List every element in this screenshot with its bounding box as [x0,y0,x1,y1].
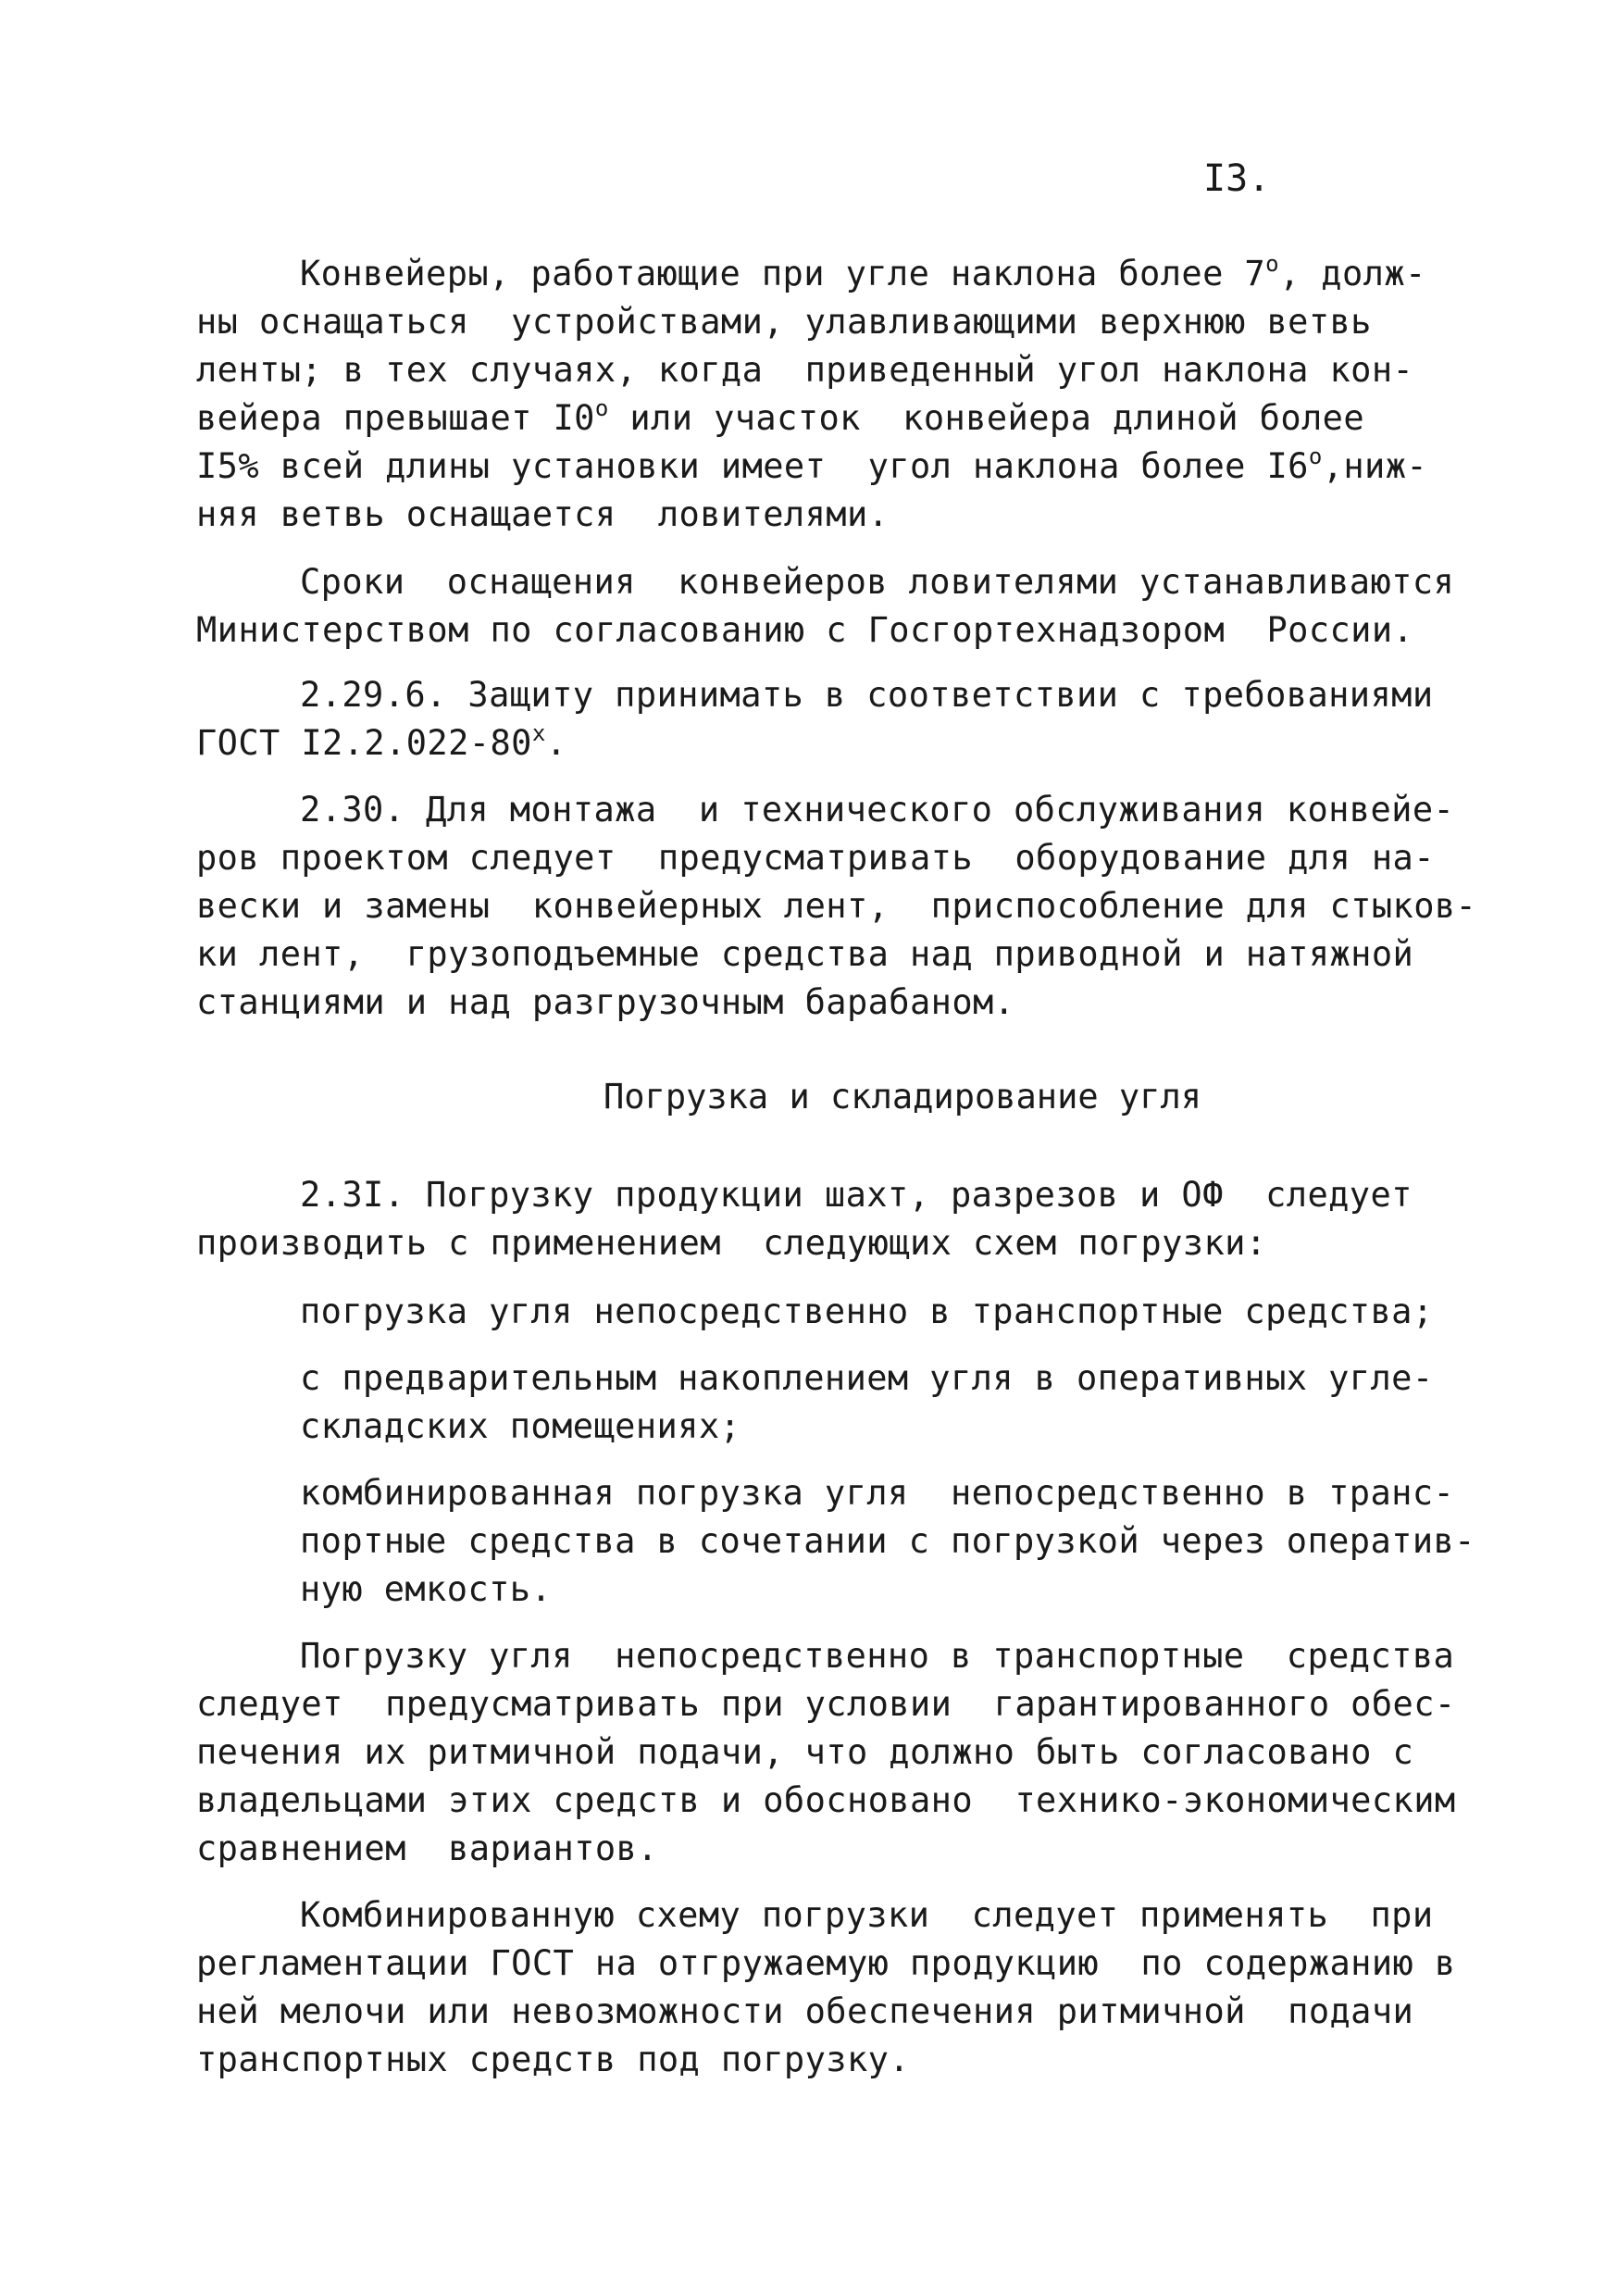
text-line: ней мелочи или невозможности обеспечения ритмичной подачи [196,1991,1414,2031]
text-line: ную емкость. [300,1569,553,1609]
text-line: ленты; в тех случаях, когда приведенный угол наклона кон- [196,350,1414,390]
text-line: Комбинированную схему погрузки следует применять при [300,1895,1434,1935]
text-line: вески и замены конвейерных лент, приспособление для стыков- [196,886,1477,926]
text-line: ны оснащаться устройствами, улавливающими верхнюю ветвь [196,302,1372,342]
text-line: регламентации ГОСТ на отгружаемую продукцию по содержанию в [196,1943,1456,1983]
text-line: Погрузку угля непосредственно в транспортные средства [300,1636,1455,1676]
text-line: сравнением вариантов. [196,1828,658,1868]
text-line: складских помещениях; [300,1406,741,1446]
section-heading: Погрузка и складирование угля [604,1077,1202,1117]
text-line: ГОСТ $I2.2.022-80^х$. [196,720,567,763]
text-line: Сроки оснащения конвейеров ловителями устанавливаются [300,562,1455,602]
text-line: I5% всей длины установки имеет угол наклона более $I6^о,ниж-$ [196,443,1428,486]
text-line: владельцами этих средств и обосновано технико-экономическим [196,1780,1456,1820]
text-line: Министерством по согласованию с Госгортехнадзором России. [196,610,1414,650]
text-line: печения их ритмичной подачи, что должно быть согласовано с [196,1732,1414,1772]
page-number: I3. [1203,157,1271,200]
text-line: 2.30. Для монтажа и технического обслуживания конвейе- [300,790,1455,830]
text-line: ки лент, грузоподъемные средства над приводной и натяжной [196,934,1414,974]
text-line: ров проектом следует предусматривать оборудование для на- [196,838,1435,878]
text-line: 2.3I. Погрузку продукции шахт, разрезов и ОФ следует [300,1175,1413,1215]
text-line: комбинированная погрузка угля непосредственно в транс- [300,1473,1455,1513]
text-line: вейера превышает $I0^о$ или участок конвейера длиной более [196,395,1365,438]
text-line: 2.29.6. Защиту принимать в соответствии с требованиями [300,675,1434,715]
text-line: транспортных средств под погрузку. [196,2040,910,2079]
text-line: производить с применением следующих схем погрузки: [196,1223,1267,1263]
text-line: станциями и над разгрузочным барабаном. [196,982,1015,1022]
text-line: портные средства в сочетании с погрузкой через оператив- [300,1521,1475,1561]
text-line: с предварительным накоплением угля в оперативных угле- [300,1358,1434,1398]
text-line: няя ветвь оснащается ловителями. [196,494,890,534]
text-line: погрузка угля непосредственно в транспортные средства; [300,1292,1434,1331]
text-line: следует предусматривать при условии гарантированного обес- [196,1684,1456,1724]
text-line: Конвейеры, работающие при угле наклона более $7^о$, долж- [300,251,1426,293]
